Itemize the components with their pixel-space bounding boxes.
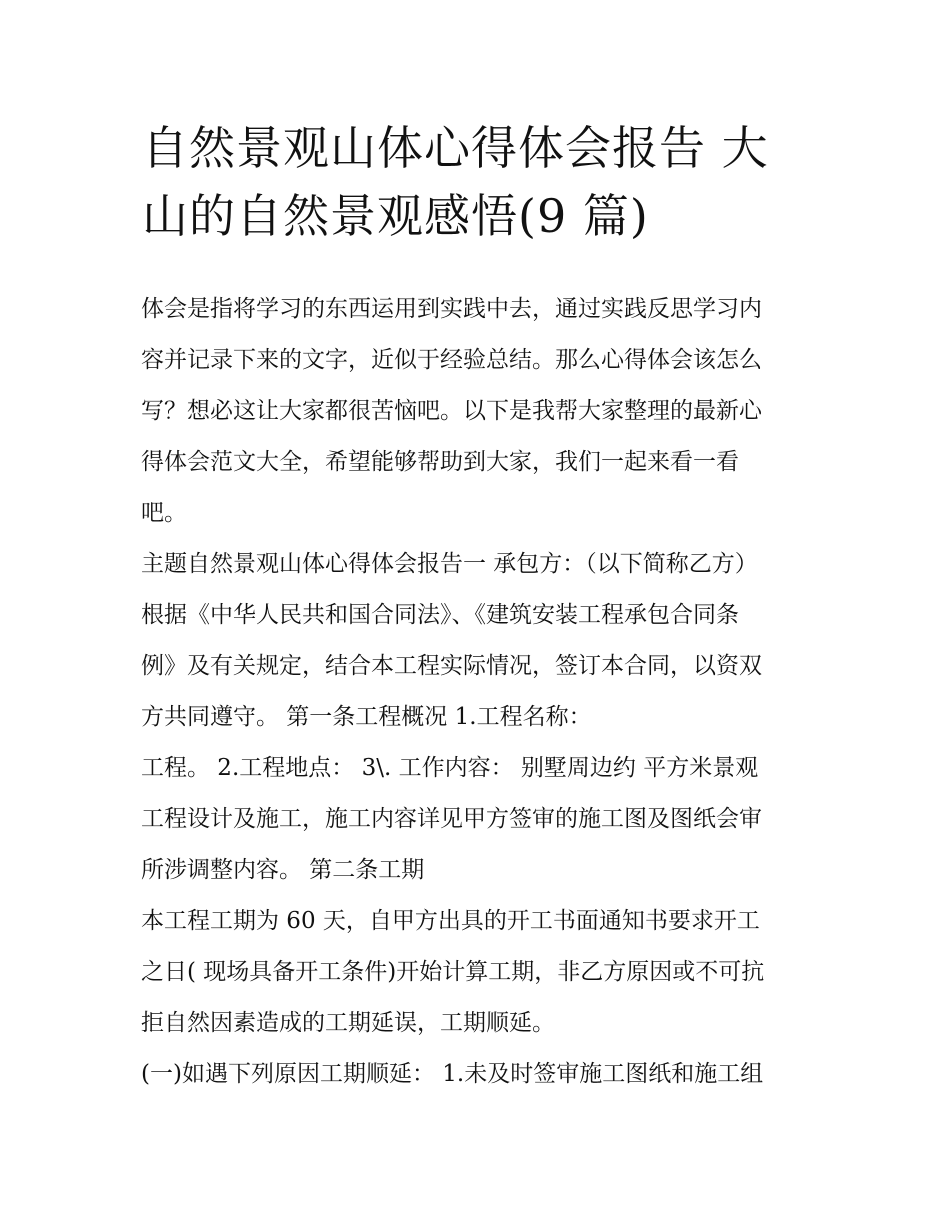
body-line: 工程设计及施工，施工内容详见甲方签审的施工图及图纸会审 bbox=[141, 806, 762, 832]
document-body bbox=[141, 284, 831, 1100]
body-line: 体会是指将学习的东西运用到实践中去，通过实践反思学习内 bbox=[141, 296, 762, 322]
body-line: 容并记录下来的文字，近似于经验总结。那么心得体会该怎么 bbox=[141, 347, 762, 373]
body-line: 工程。 2.工程地点： 3\. 工作内容： 别墅周边约 平方米景观 bbox=[141, 755, 759, 781]
document-title bbox=[142, 114, 822, 250]
body-line: 写？想必这让大家都很苦恼吧。以下是我帮大家整理的最新心 bbox=[141, 398, 762, 424]
body-line: 之日( 现场具备开工条件)开始计算工期，非乙方原因或不可抗 bbox=[141, 959, 765, 985]
body-line: 主题自然景观山体心得体会报告一 承包方：（以下简称乙方） bbox=[141, 551, 758, 577]
body-line: 方共同遵守。 第一条工程概况 1.工程名称： bbox=[141, 704, 592, 730]
body-line: 本工程工期为 60 天，自甲方出具的开工书面通知书要求开工 bbox=[141, 908, 760, 934]
body-line: 吧。 bbox=[141, 500, 187, 526]
body-line: 根据《中华人民共和国合同法》、《建筑安装工程承包合同条 bbox=[141, 602, 739, 628]
body-line: 所涉调整内容。 第二条工期 bbox=[141, 857, 425, 883]
body-line: 例》及有关规定，结合本工程实际情况，签订本合同，以资双 bbox=[141, 653, 762, 679]
title-line: 自然景观山体心得体会报告 大 bbox=[142, 121, 769, 175]
title-line: 山的自然景观感悟(9 篇) bbox=[142, 189, 649, 243]
body-line: 拒自然因素造成的工期延误，工期顺延。 bbox=[141, 1010, 555, 1036]
body-line: (一)如遇下列原因工期顺延： 1.未及时签审施工图纸和施工组 bbox=[141, 1061, 764, 1087]
body-line: 得体会范文大全，希望能够帮助到大家，我们一起来看一看 bbox=[141, 449, 739, 475]
